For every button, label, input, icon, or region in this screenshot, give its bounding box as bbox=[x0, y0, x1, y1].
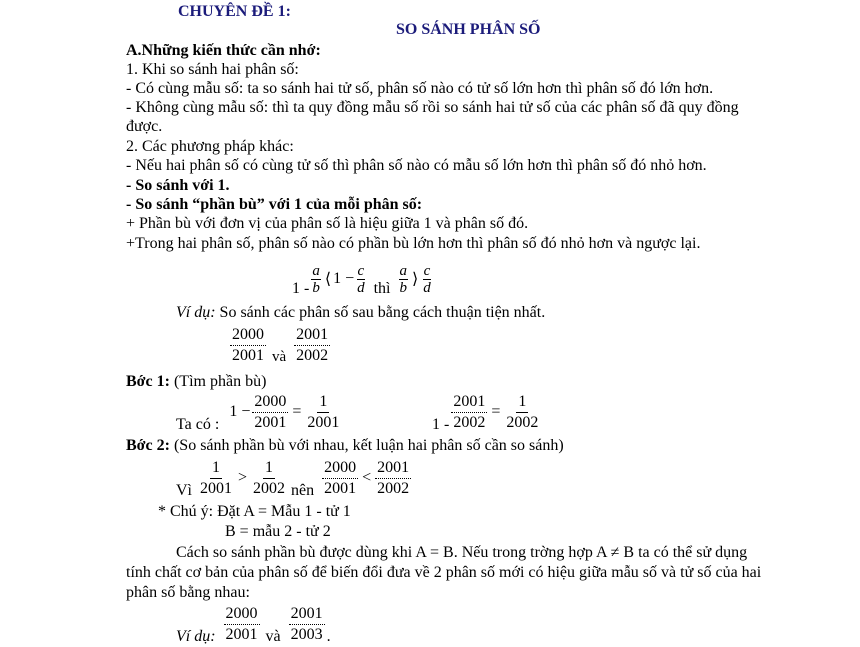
fraction: $\frac{2001}{2003}$ bbox=[290, 604, 323, 643]
fraction: $\frac{1}{2001}$ bbox=[307, 392, 340, 431]
note-line: * Chú ý: Đặt A = Mẫu 1 - tử 1 bbox=[158, 503, 351, 520]
example2-line bbox=[176, 602, 331, 646]
one-minus: 1 - bbox=[432, 416, 450, 433]
text-line: 1. Khi so sánh hai phân số: bbox=[126, 61, 299, 78]
example-text: So sánh các phân số sau bằng cách thuận tiện nhất. bbox=[219, 304, 546, 321]
text-line: Cách so sánh phần bù được dùng khi A = B. Nếu trong trờng hợp A ≠ B ta có thể sử dụng bbox=[176, 544, 748, 561]
fraction: $\frac{1}{2002}$ bbox=[253, 458, 286, 497]
fraction-a-b: $\frac{a}{b}$ bbox=[312, 262, 320, 296]
less-than-sign: < bbox=[362, 469, 372, 486]
fraction: $\frac{2001}{2002}$ bbox=[377, 458, 410, 497]
text-line: + Phần bù với đơn vị của phân số là hiệu giữa 1 và phân số đó. bbox=[126, 215, 529, 232]
ta-co-label: Ta có : bbox=[176, 416, 220, 433]
step1-line bbox=[126, 372, 266, 391]
then-word: thì bbox=[373, 280, 391, 297]
formula-one-minus: 1 − bbox=[333, 270, 355, 287]
fraction: $\frac{2000}{2001}$ bbox=[324, 458, 357, 497]
fraction: $\frac{2000}{2001}$ bbox=[225, 604, 258, 643]
complement-formula bbox=[292, 258, 434, 300]
example1-fractions bbox=[228, 324, 332, 366]
fraction: $\frac{2000}{2001}$ bbox=[254, 392, 287, 431]
step-text: (So sánh phần bù với nhau, kết luận hai phân số cần so sánh) bbox=[173, 437, 564, 454]
step2-comparison bbox=[176, 456, 413, 500]
text-line: - Có cùng mẫu số: ta so sánh hai tử số, phân số nào có tử số lớn hơn thì phân số đó lớn hơn. bbox=[126, 80, 714, 97]
text-line: - Nếu hai phân số có cùng tử số thì phân số nào có mẫu số lớn hơn thì phân số đó nhỏ hơn. bbox=[126, 157, 707, 174]
step-label: Bớc 2: bbox=[126, 437, 170, 454]
section-a-heading: A.Những kiến thức cần nhớ: bbox=[126, 42, 321, 59]
because-word: Vì bbox=[176, 482, 192, 499]
fraction-c-d: $\frac{c}{d}$ bbox=[357, 262, 365, 296]
chapter-heading: CHUYÊN ĐỀ 1: bbox=[178, 3, 291, 20]
text-line: 2. Các phương pháp khác: bbox=[126, 138, 294, 155]
greater-than-sign: ⟩ bbox=[412, 271, 419, 288]
step2-line bbox=[126, 436, 564, 455]
fraction-c-d: $\frac{c}{d}$ bbox=[423, 262, 431, 296]
page-title: SO SÁNH PHÂN SỐ bbox=[396, 21, 541, 38]
greater-than-sign: > bbox=[238, 469, 248, 486]
text-line: được. bbox=[126, 118, 163, 135]
note-line: B = mẫu 2 - tử 2 bbox=[225, 523, 331, 540]
example-label: Ví dụ: bbox=[176, 304, 216, 321]
example-label: Ví dụ: bbox=[176, 628, 216, 645]
step-text: (Tìm phần bù) bbox=[173, 373, 267, 390]
step1-left-calc bbox=[176, 390, 343, 434]
text-line: - Không cùng mẫu số: thì ta quy đồng mẫu số rồi so sánh hai tử số của các phân số đã quy đồng bbox=[126, 99, 739, 116]
fraction: $\frac{2001}{2002}$ bbox=[296, 325, 329, 364]
and-word: và bbox=[272, 349, 287, 365]
equals-sign: = bbox=[491, 403, 501, 420]
less-than-sign: ⟨ bbox=[324, 271, 332, 288]
text-line: phân số bằng nhau: bbox=[126, 584, 250, 601]
text-line: - So sánh “phần bù” với 1 của mỗi phân số: bbox=[126, 196, 423, 213]
fraction: $\frac{2001}{2002}$ bbox=[453, 392, 486, 431]
therefore-word: nên bbox=[291, 482, 315, 499]
one-minus: 1 − bbox=[229, 403, 251, 420]
fraction: $\frac{2000}{2001}$ bbox=[232, 325, 264, 364]
fraction: $\frac{1}{2002}$ bbox=[506, 392, 539, 431]
step1-right-calc bbox=[432, 390, 542, 434]
text-line: tính chất cơ bản của phân số để biến đổi đưa về 2 phân số mới có hiệu giữa mẫu số và tử số của hai bbox=[126, 564, 762, 581]
and-word: và bbox=[265, 628, 281, 645]
fraction-a-b: $\frac{a}{b}$ bbox=[399, 262, 407, 296]
fraction: $\frac{1}{2001}$ bbox=[200, 458, 232, 497]
equals-sign: = bbox=[292, 403, 302, 420]
step-label: Bớc 1: bbox=[126, 373, 170, 390]
text-line: +Trong hai phân số, phân số nào có phần bù lớn hơn thì phân số đó nhỏ hơn và ngược lại. bbox=[126, 235, 701, 252]
formula-one-minus: 1 - bbox=[292, 280, 310, 297]
period: . bbox=[326, 628, 331, 645]
example-line bbox=[176, 303, 545, 322]
text-line: - So sánh với 1. bbox=[126, 177, 230, 194]
